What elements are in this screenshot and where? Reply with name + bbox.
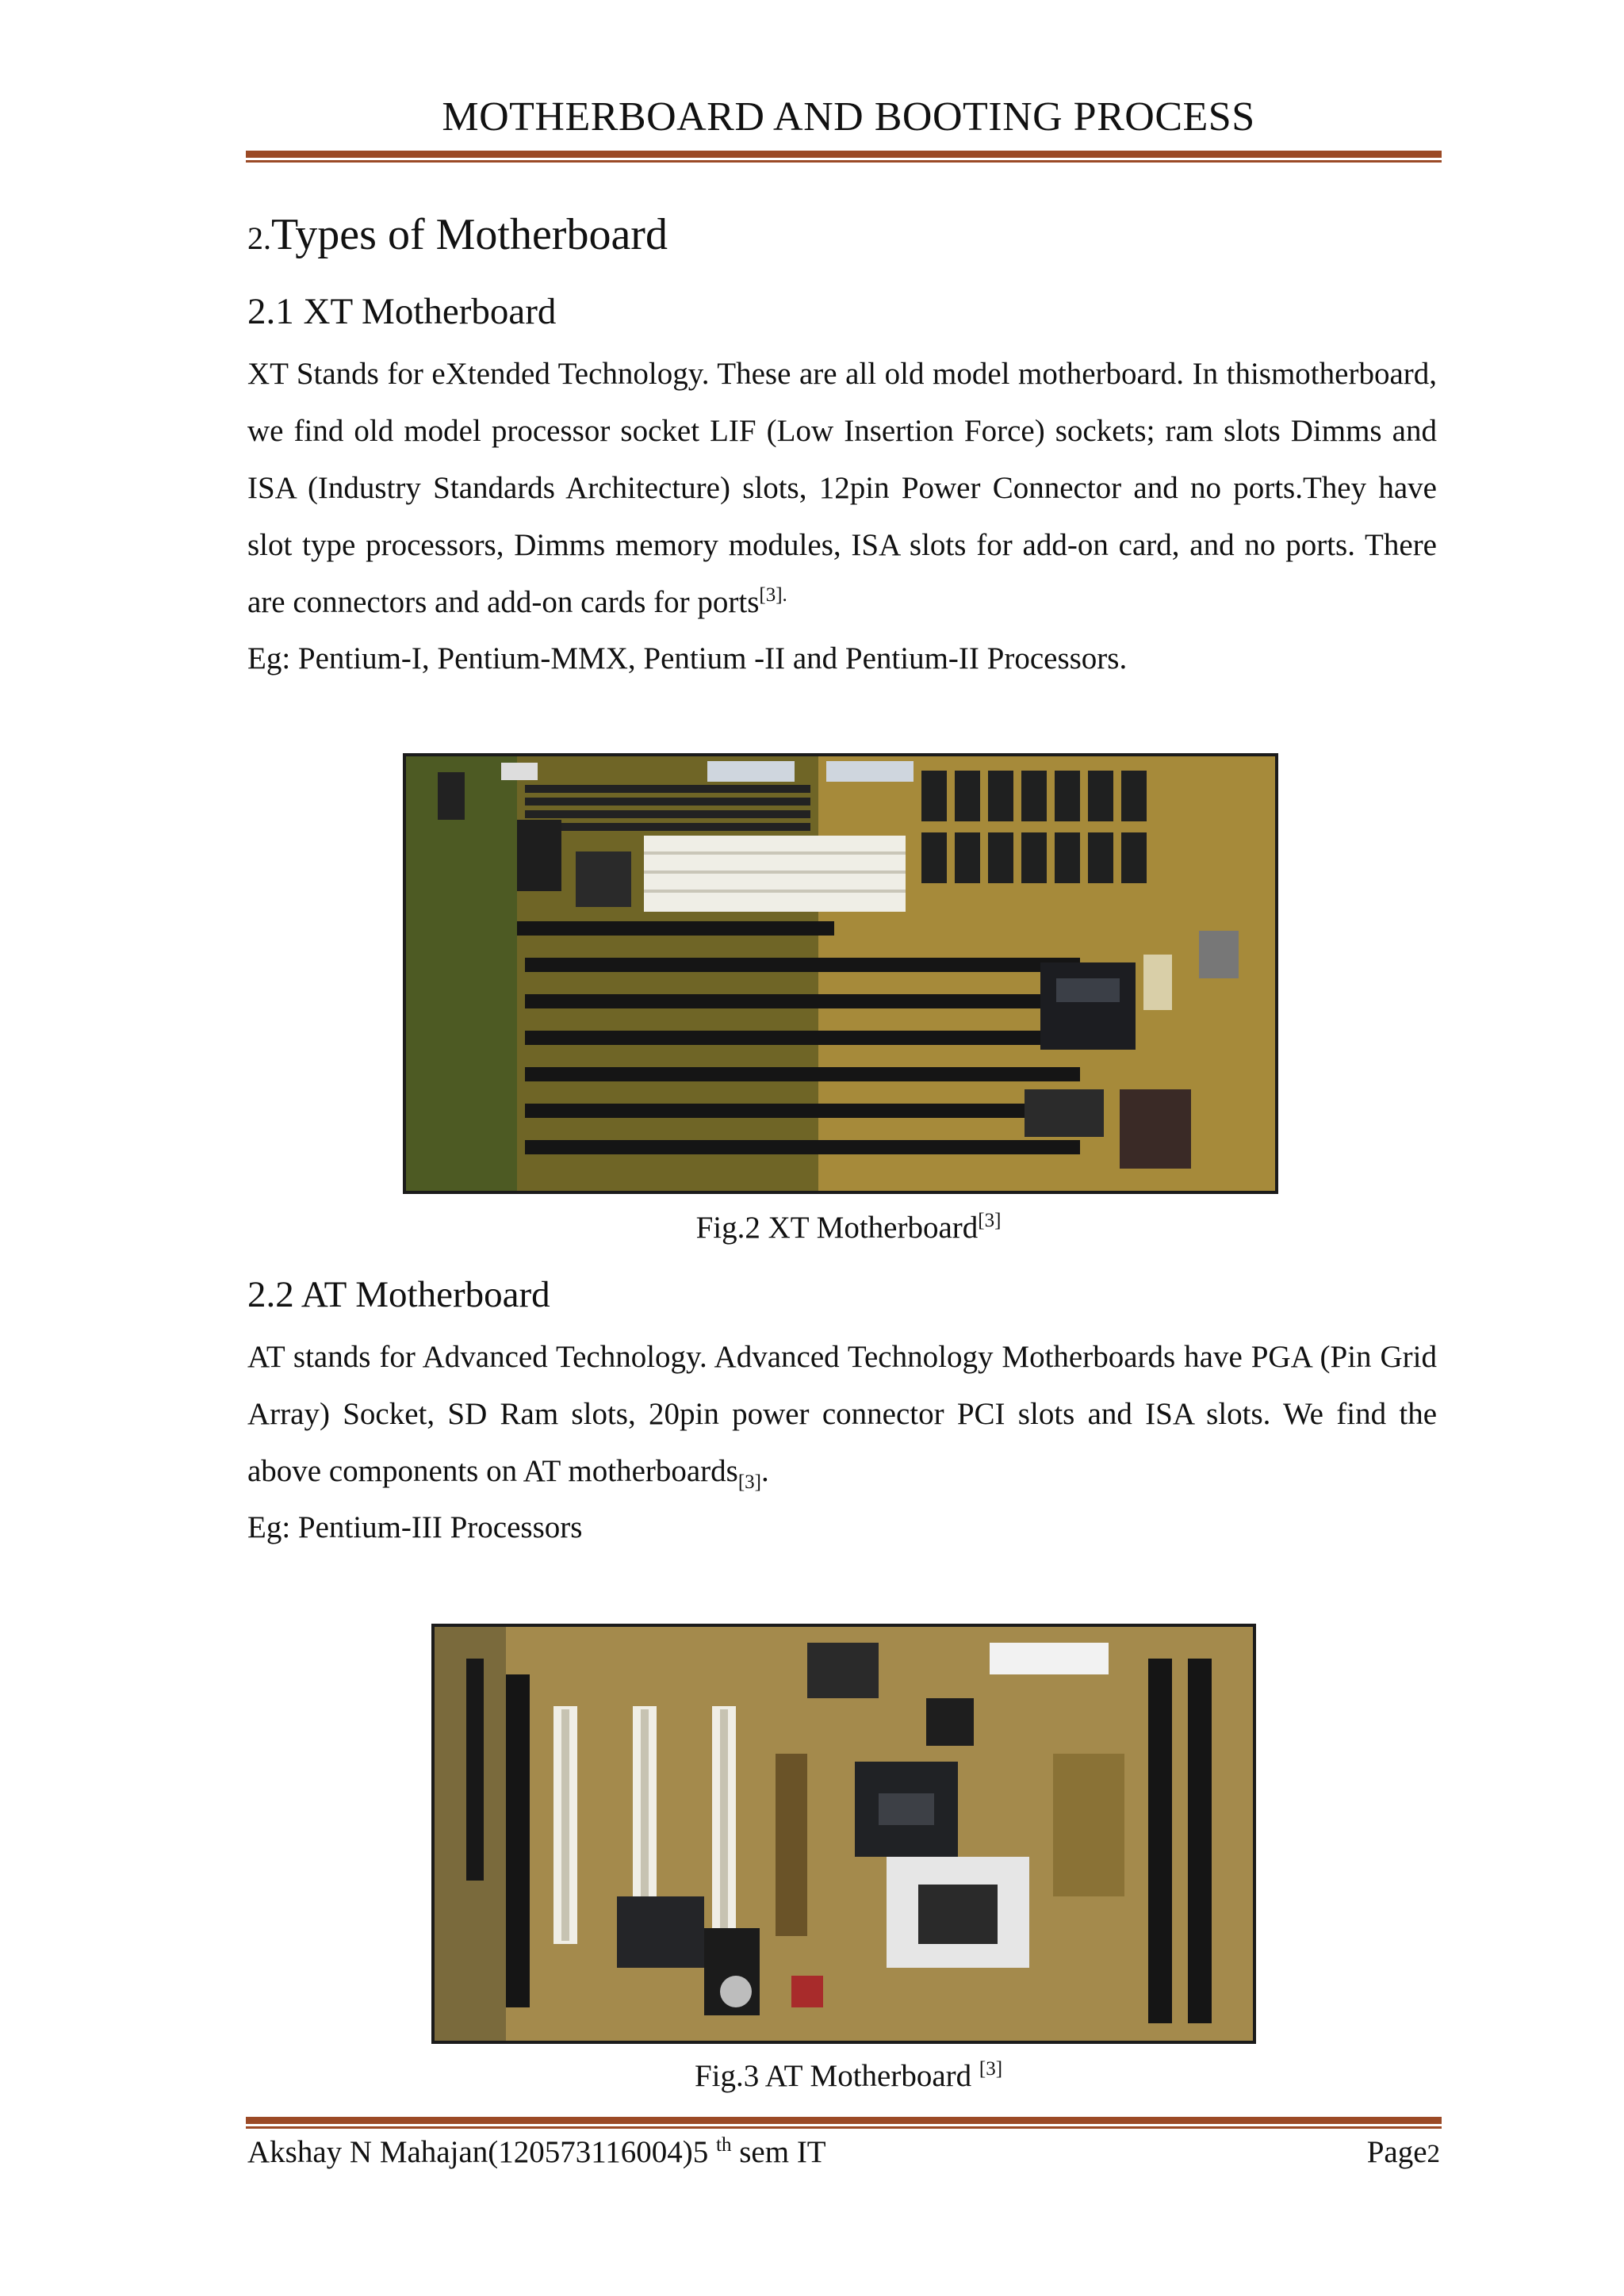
xt-caption bbox=[0, 1210, 1624, 1246]
xt-paragraph-ref: [3]. bbox=[759, 584, 787, 606]
xt-example: Eg: Pentium-I, Pentium-MMX, Pentium -II and Pentium-II Processors. bbox=[247, 641, 1128, 675]
footer-author-rest: sem IT bbox=[731, 2135, 826, 2169]
at-caption bbox=[0, 2058, 1624, 2094]
at-paragraph-text: AT stands for Advanced Technology. Advanced Technology Motherboards have PGA (Pin Grid Array) Socket, SD Ram slots, 20pin power connector PCI slots and ISA slots. We find the above components on AT motherboards bbox=[247, 1340, 1437, 1488]
footer-rule bbox=[246, 2117, 1442, 2129]
footer-author-text: Akshay N Mahajan(120573116004)5 bbox=[247, 2135, 717, 2169]
page-header-title: MOTHERBOARD AND BOOTING PROCESS bbox=[442, 94, 1255, 140]
footer-page-number: 2 bbox=[1427, 2140, 1440, 2168]
xt-motherboard-image bbox=[403, 753, 1278, 1194]
at-paragraph-ref: [3] bbox=[737, 1471, 761, 1493]
section-heading bbox=[247, 209, 668, 260]
xt-caption-text: Fig.2 XT Motherboard bbox=[695, 1211, 979, 1245]
at-caption-text: Fig.3 AT Motherboard bbox=[694, 2059, 979, 2093]
at-paragraph-end: . bbox=[761, 1454, 769, 1488]
footer-page bbox=[1367, 2134, 1440, 2170]
xt-caption-ref: [3] bbox=[978, 1210, 1002, 1231]
xt-paragraph bbox=[247, 346, 1437, 631]
xt-heading: 2.1 XT Motherboard bbox=[247, 291, 557, 332]
at-paragraph bbox=[247, 1329, 1437, 1500]
footer-author-sup: th bbox=[716, 2134, 732, 2156]
header-rule bbox=[246, 151, 1442, 163]
footer-author bbox=[247, 2134, 826, 2170]
section-title: Types of Motherboard bbox=[271, 210, 668, 259]
at-example: Eg: Pentium-III Processors bbox=[247, 1510, 583, 1544]
footer-page-label: Page bbox=[1366, 2135, 1427, 2169]
at-heading: 2.2 AT Motherboard bbox=[247, 1274, 550, 1315]
at-motherboard-image bbox=[431, 1624, 1256, 2044]
at-motherboard-photo bbox=[435, 1627, 1253, 2041]
at-caption-ref: [3] bbox=[979, 2058, 1003, 2080]
xt-motherboard-photo bbox=[406, 756, 1275, 1191]
section-number: 2. bbox=[247, 220, 271, 256]
xt-paragraph-text: XT Stands for eXtended Technology. These are all old model motherboard. In thismotherboard, we find old model processor socket LIF (Low Insertion Force) sockets; ram slots Dimms and ISA (Industry Standards Architecture) slots, 12pin Power Connector and no ports.They have slot type processors, Dimms memory modules, ISA slots for add-on card, and no ports. There are connectors and add-on cards for ports bbox=[247, 357, 1437, 619]
